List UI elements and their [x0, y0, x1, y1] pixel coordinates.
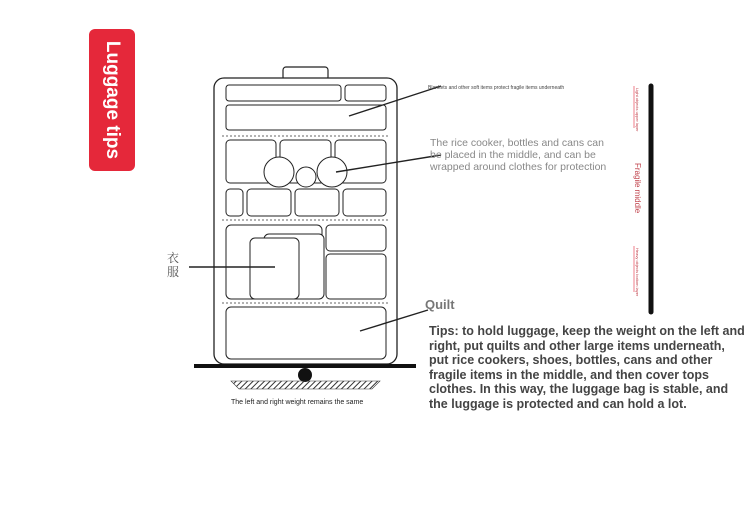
top-note: Blankets and other soft items protect fragile items underneath — [428, 85, 565, 91]
scale-label-middle: Fragile middle — [633, 163, 642, 214]
balance-note: The left and right weight remains the same — [231, 399, 364, 406]
suitcase-body — [214, 78, 397, 364]
middle-note: The rice cooker, bottles and cans can be placed in the middle, and can be wrapped around clothes for protection — [430, 137, 607, 173]
quilt-label: Quilt — [425, 297, 455, 312]
balance-base — [231, 381, 380, 389]
clothes-stack-front — [250, 238, 299, 299]
luggage-tips-title: Luggage tips — [102, 40, 123, 160]
scale-label-bottom: Heavy objects bottom layer — [635, 248, 640, 297]
balance-pivot — [298, 368, 312, 382]
scale-label-top: Light objects upper layer — [635, 88, 640, 132]
bottle-circle — [296, 167, 316, 187]
tips-text: Tips: to hold luggage, keep the weight on the left and right, put quilts and other large items underneath, put rice cookers, shoes, bottles, cans and other fragile items in the middle, and then cover tops clothes. In this way, the luggage bag is stable, and the luggage is protected and can hold a lot. — [429, 324, 745, 411]
clothes-label: 衣服 — [167, 251, 180, 279]
can-circle — [317, 157, 347, 187]
rice-cooker-circle — [264, 157, 294, 187]
